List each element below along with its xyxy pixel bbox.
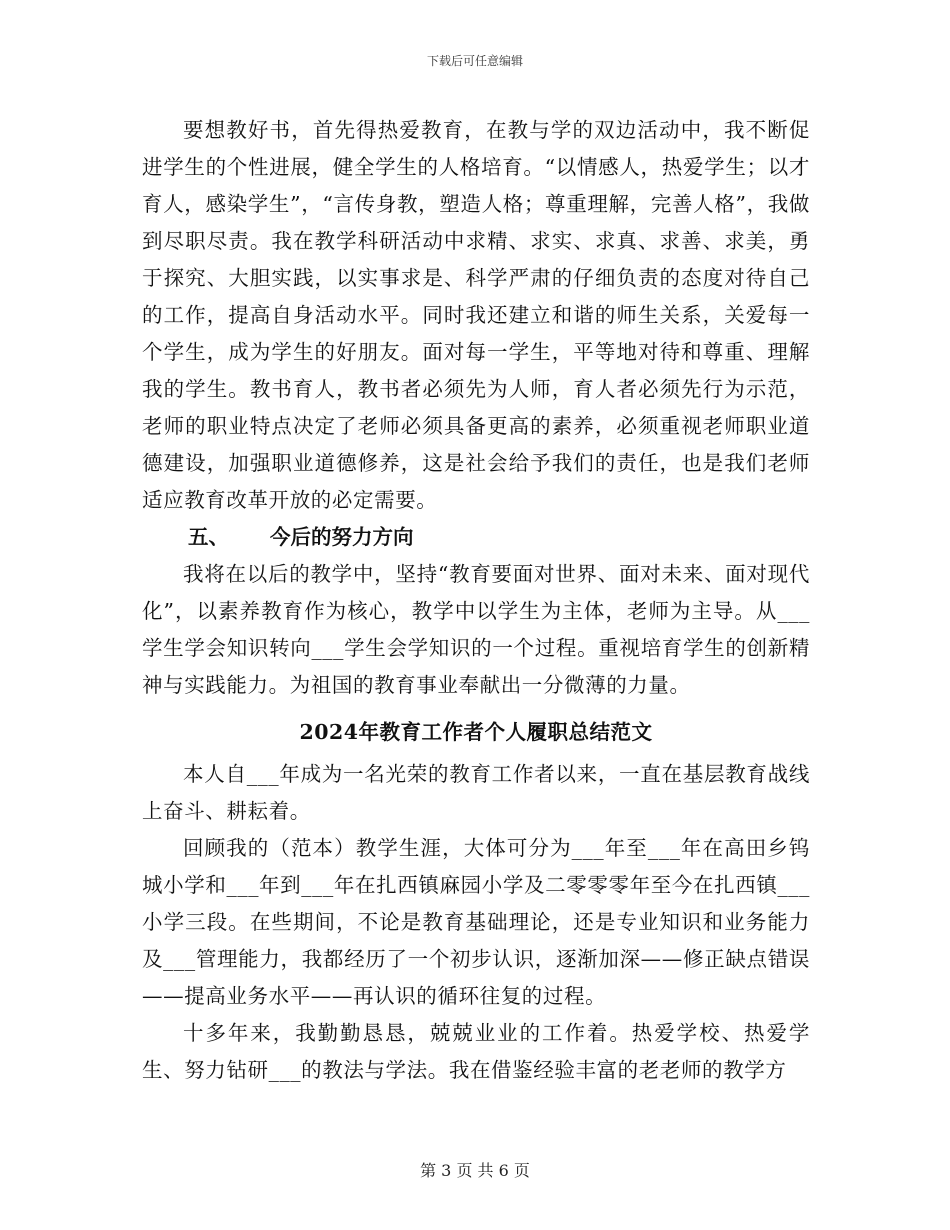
document-body — [142, 112, 810, 1089]
paragraph-career-review: 回顾我的（范本）教学生涯，大体可分为___年至___年在高田乡钨城小学和___年到___年在扎西镇麻园小学及二零零零年至今在扎西镇___小学三段。在些期间，不论是教育基础理论，还是专业知识和业务能力及___管理能力，我都经历了一个初步认识，逐渐加深——修正缺点错误——提高业务水平——再认识的循环往复的过程。 — [142, 836, 810, 1008]
paragraph-intro: 本人自___年成为一名光荣的教育工作者以来，一直在基层教育战线上奋斗、耕耘着。 — [142, 762, 810, 823]
section-title: 今后的努力方向 — [270, 525, 414, 549]
paragraph-teaching-love: 要想教好书，首先得热爱教育，在教与学的双边活动中，我不断促进学生的个性进展，健全学生的人格培育。“以情感人，热爱学生；以才育人，感染学生”，“言传身教，塑造人格；尊重理解，完善人格”，我做到尽职尽责。我在教学科研活动中求精、求实、求真、求善、求美，勇于探究、大胆实践，以实事求是、科学严肃的仔细负责的态度对待自己的工作，提高自身活动水平。同时我还建立和谐的师生关系，关爱每一个学生，成为学生的好朋友。面对每一学生，平等地对待和尊重、理解我的学生。教书育人，教书者必须先为人师，育人者必须先行为示范，老师的职业特点决定了老师必须具备更高的素养，必须重视老师职业道德建设，加强职业道德修养，这是社会给予我们的责任，也是我们老师适应教育改革开放的必定需要。 — [142, 118, 810, 512]
page-header: 下载后可任意编辑 — [426, 54, 523, 68]
section-heading-future-direction — [142, 519, 810, 556]
paragraph-future-plan: 我将在以后的教学中，坚持“教育要面对世界、面对未来、面对现代化”，以素养教育作为核心，教学中以学生为主体，老师为主导。从___学生学会知识转向___学生会学知识的一个过程。重视培育学生的创新精神与实践能力。为祖国的教育事业奉献出一分微薄的力量。 — [142, 562, 810, 697]
page-footer: 第 3 页 共 6 页 — [420, 1161, 530, 1180]
document-title: 2024年教育工作者个人履职总结范文 — [299, 720, 653, 744]
section-number: 五、 — [188, 525, 229, 549]
paragraph-ten-years: 十多年来，我勤勤恳恳，兢兢业业的工作着。热爱学校、热爱学生、努力钻研___的教法与学法。我在借鉴经验丰富的老老师的教学方 — [142, 1021, 810, 1082]
